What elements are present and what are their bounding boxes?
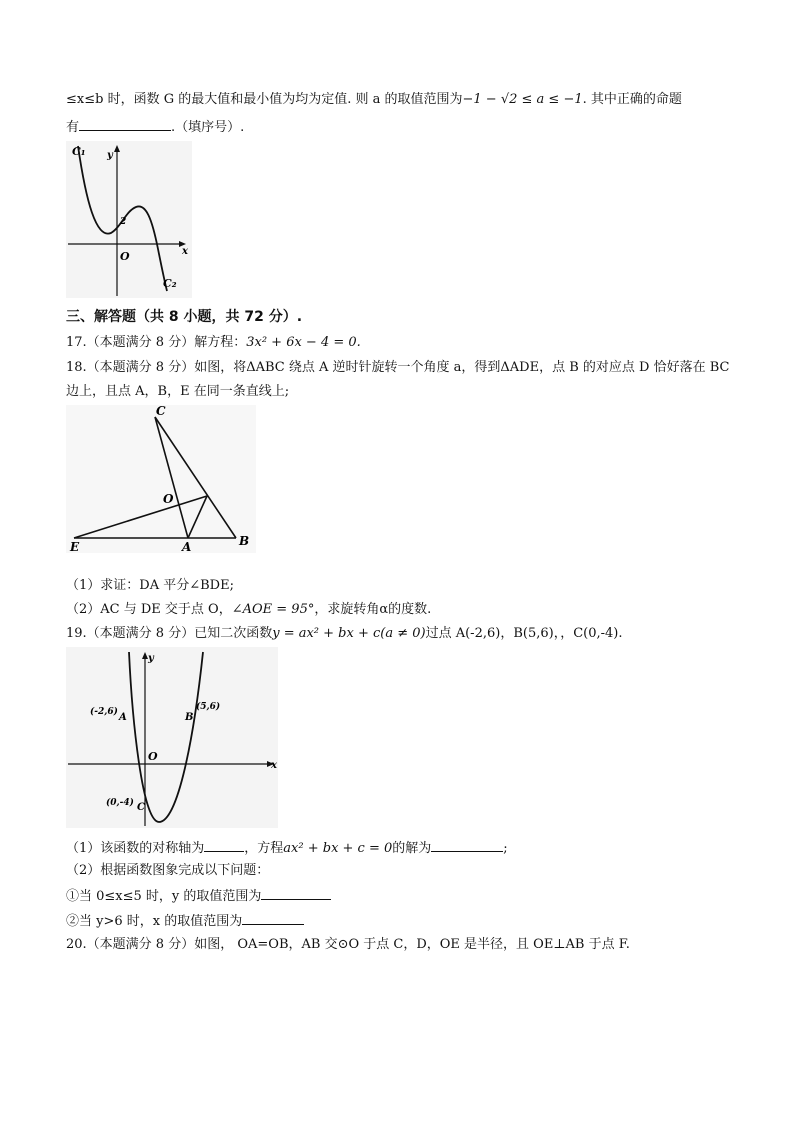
figure-cubic-graph (66, 141, 192, 298)
q19-item1 (66, 886, 331, 906)
q19-function-math: y = ax² + bx + c(a ≠ 0) (272, 626, 426, 641)
label-2: 2 (120, 217, 127, 227)
q18-line1: 18.（本题满分 8 分）如图，将ΔABC 绕点 A 逆时针旋转一个角度 a，得到ΔADE，点 B 的对应点 D 恰好落在 BC (66, 360, 730, 375)
q16-line1 (66, 91, 682, 109)
label-c: C (156, 405, 166, 418)
label-c1: C₁ (72, 145, 86, 158)
q19-sub1-d: ; (503, 841, 508, 856)
q19-sub1-c: 的解为 (392, 841, 432, 856)
label-e: E (70, 540, 80, 553)
q18-angle-math: ∠AOE = 95° (231, 602, 315, 617)
label-x: x (271, 760, 277, 771)
q19-equation-math: ax² + bx + c = 0 (283, 841, 393, 856)
q16-line1-text: ≤x≤b 时，函数 G 的最大值和最小值为均为定值. 则 a 的取值范围为 (66, 92, 463, 107)
section-3-heading: 三、解答题（共 8 小题，共 72 分）. (66, 309, 303, 325)
label-origin: O (120, 250, 130, 263)
q18-sub2-prefix: （2）AC 与 DE 交于点 O， (66, 602, 232, 617)
q19-sub1-a: （1）该函数的对称轴为 (66, 841, 205, 856)
q16-line2-suffix: .（填序号）. (171, 120, 245, 135)
segment-ad (188, 496, 207, 538)
q19-sub2: （2）根据函数图象完成以下问题： (66, 863, 270, 878)
label-x: x (182, 246, 188, 257)
axis-of-symmetry-blank[interactable] (204, 838, 244, 852)
cubic-graph-svg (66, 141, 192, 298)
q17 (66, 334, 361, 352)
point-c-label: C (137, 802, 145, 813)
figure-triangle-rotation (66, 405, 256, 553)
q16-line1-tail: . 其中正确的命题 (582, 92, 682, 107)
q18-line2: 边上，且点 A，B，E 在同一条直线上; (66, 384, 290, 399)
q19-prefix: 19.（本题满分 8 分）已知二次函数 (66, 626, 273, 641)
parabola-curve (129, 652, 203, 822)
q18-sub2-suffix: ，求旋转角α的度数. (314, 602, 432, 617)
x-range-blank[interactable] (242, 911, 304, 925)
q19-sub1-b: ，方程 (244, 841, 284, 856)
q19-stem (66, 625, 623, 643)
q18-sub1: （1）求证：DA 平分∠BDE; (66, 578, 234, 593)
q19-sub1 (66, 838, 508, 858)
label-c2: C₂ (163, 277, 177, 290)
q18-sub2 (66, 601, 431, 619)
point-a-label: A (119, 712, 127, 723)
point-c-coord: (0,-4) (106, 798, 134, 808)
point-b-label: B (185, 712, 194, 723)
q16-line2-prefix: 有 (66, 120, 80, 135)
label-y: y (107, 150, 113, 161)
point-a-coord: (-2,6) (90, 707, 118, 717)
q16-line2 (66, 117, 244, 137)
label-b: B (239, 534, 250, 548)
q19-item2-text: ②当 y>6 时，x 的取值范围为 (66, 914, 243, 929)
q17-equation: 3x² + 6x − 4 = 0. (246, 335, 361, 350)
label-o: O (163, 492, 174, 506)
segment-ca (155, 417, 188, 538)
q19-item2 (66, 911, 304, 931)
q17-text: 17.（本题满分 8 分）解方程： (66, 335, 247, 350)
y-axis-arrow (114, 145, 120, 152)
q20-stem: 20.（本题满分 8 分）如图， OA=OB，AB 交⊙O 于点 C，D，OE 是半径，且 OE⊥AB 于点 F. (66, 937, 630, 952)
q19-item1-text: ①当 0≤x≤5 时，y 的取值范围为 (66, 889, 262, 904)
point-b-coord: (5,6) (196, 702, 221, 712)
equation-solution-blank[interactable] (431, 838, 503, 852)
q16-answer-blank[interactable] (79, 117, 171, 131)
triangle-svg (66, 405, 256, 553)
label-origin: O (148, 750, 158, 763)
figure-parabola-graph (66, 647, 278, 828)
q16-range-math: −1 − √2 ≤ a ≤ −1 (462, 92, 583, 107)
label-a: A (182, 540, 192, 553)
label-y: y (148, 653, 154, 664)
q19-suffix: 过点 A(-2,6)，B(5,6)，，C(0,-4). (425, 626, 623, 641)
y-range-blank[interactable] (261, 886, 331, 900)
parabola-svg (66, 647, 278, 828)
